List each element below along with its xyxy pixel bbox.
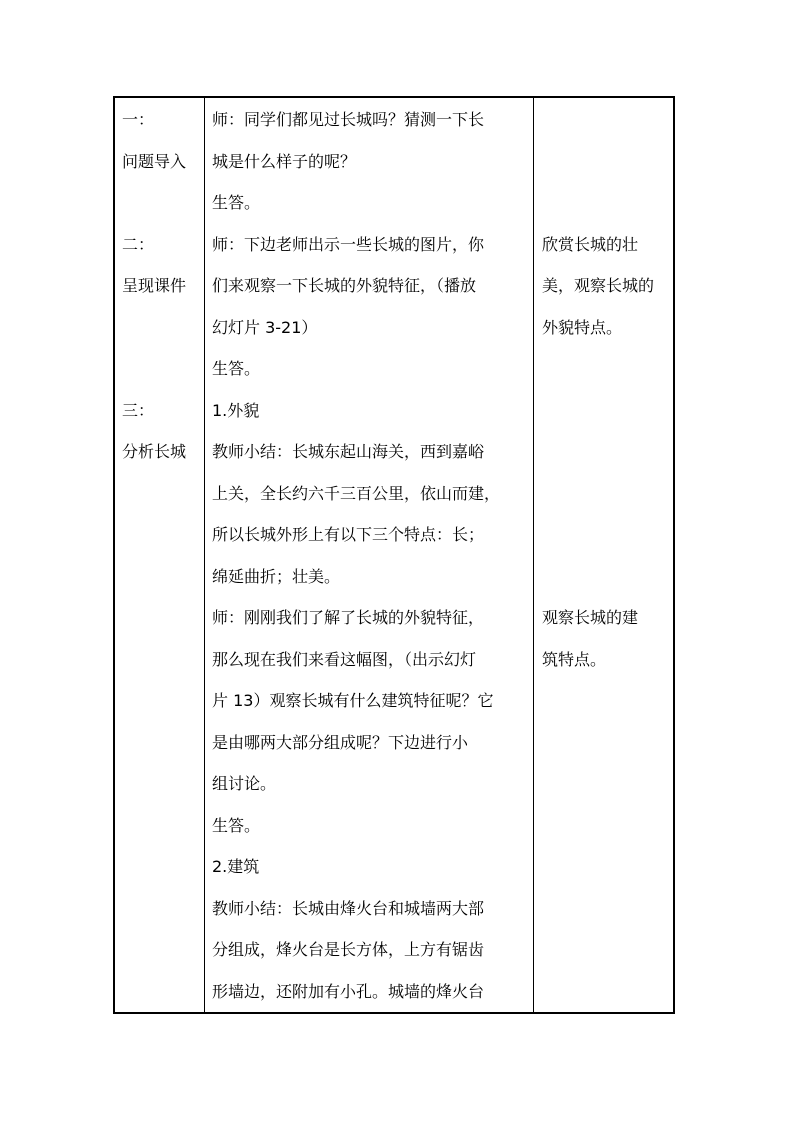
content-line: 形墙边，还附加有小孔。城墙的烽火台 [212,981,485,1001]
content-line: 教师小结：长城东起山海关，西到嘉峪 [212,442,485,461]
content-line: 片 13）观察长城有什么建筑特征呢？它 [212,691,494,710]
stage-label: 呈现课件 [122,276,187,295]
stage-label: 二： [122,234,155,254]
stage-label: 一： [122,110,155,129]
stage-label: 分析长城 [122,442,187,461]
content-line: 生答。 [212,359,261,378]
content-line: 生答。 [212,193,261,212]
content-line: 2.建筑 [212,857,260,876]
content-line: 所以长城外形上有以下三个特点：长； [212,525,485,544]
teaching-content-column [205,98,533,1012]
stage-label: 问题导入 [122,151,187,171]
content-line: 教师小结：长城由烽火台和城墙两大部 [212,898,485,918]
content-line: 绵延曲折；壮美。 [212,566,341,586]
stage-label: 三： [122,400,155,420]
content-line: 分组成，烽火台是长方体，上方有锯齿 [212,940,485,959]
content-line: 上关，全长约六千三百公里，依山而建， [212,483,501,503]
design-intent-column [534,98,675,1012]
content-line: 师：下边老师出示一些长城的图片，你 [212,234,485,254]
content-line: 师：同学们都见过长城吗？猜测一下长 [212,110,485,129]
intent-line: 欣赏长城的壮 [542,234,639,254]
lesson-plan-table [113,96,675,1014]
intent-line: 筑特点。 [542,649,607,669]
content-line: 那么现在我们来看这幅图，（出示幻灯 [212,649,477,669]
content-line: 幻灯片 3-21） [212,317,318,337]
intent-line: 外貌特点。 [542,317,623,337]
content-line: 1.外貌 [212,400,260,420]
stage-column [115,98,204,1012]
content-line: 城是什么样子的呢？ [212,151,357,171]
intent-line: 美，观察长城的 [542,276,655,295]
content-line: 组讨论。 [212,774,277,793]
intent-line: 观察长城的建 [542,608,639,627]
content-line: 是由哪两大部分组成呢？下边进行小 [212,732,469,752]
content-line: 师：刚刚我们了解了长城的外貌特征， [212,608,485,627]
content-line: 们来观察一下长城的外貌特征，（播放 [212,276,477,295]
content-line: 生答。 [212,815,261,835]
